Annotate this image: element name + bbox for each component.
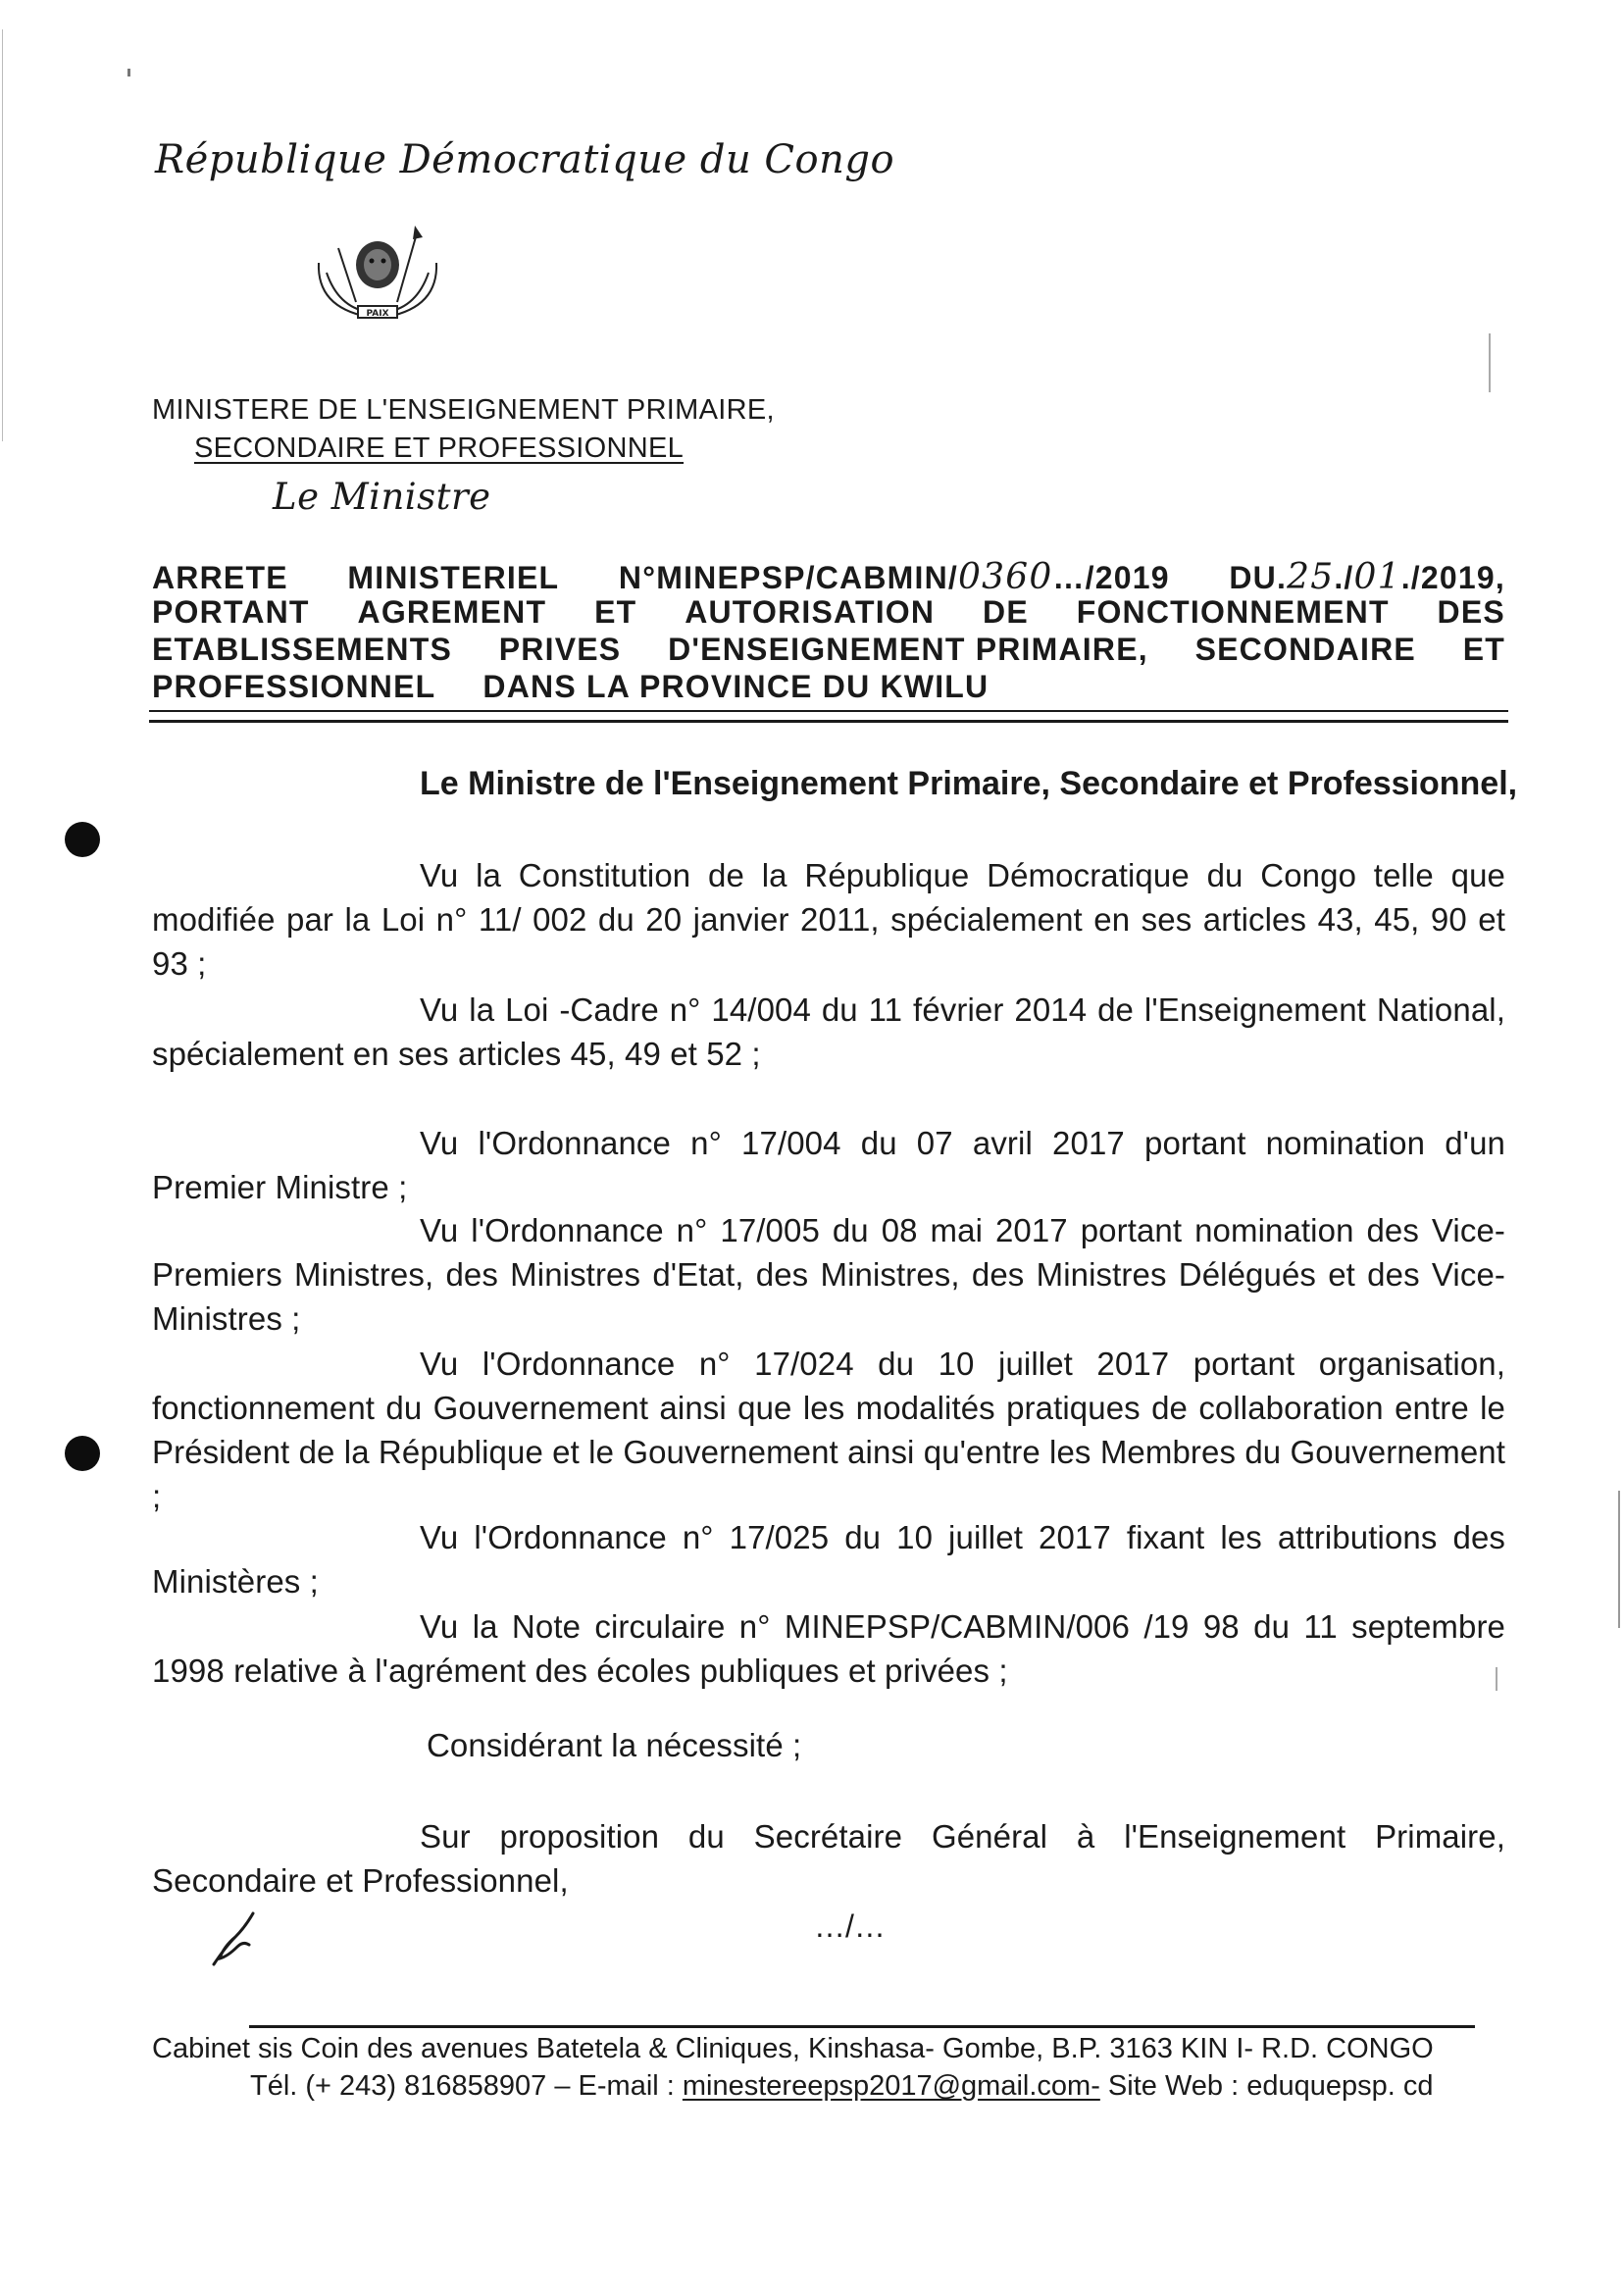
paragraph-ordonnance-17-005: Vu l'Ordonnance n° 17/005 du 08 mai 2017 portant nomination des Vice-Premiers Ministres, des Ministres d'Etat, des Ministres, des Ministres Délégués et des Vice-Ministres ; bbox=[152, 1212, 1505, 1337]
title-word: AUTORISATION bbox=[685, 594, 936, 630]
title-double-rule bbox=[149, 710, 1508, 723]
title-word: DE bbox=[983, 594, 1029, 630]
title-word: MINISTERIEL bbox=[347, 560, 560, 595]
scan-edge bbox=[2, 29, 3, 441]
scan-speck bbox=[1489, 333, 1491, 392]
paragraph-ordonnance-17-024: Vu l'Ordonnance n° 17/024 du 10 juillet 2017 portant organisation, fonctionnement du Gouvernement ainsi que les modalités pratiques de collaboration entre le Président de la République et le Gouvernement ainsi qu'entre les Membres du Gouvernement ; bbox=[152, 1346, 1505, 1514]
handwritten-day: 25 bbox=[1287, 557, 1335, 597]
decree-title bbox=[152, 557, 1505, 706]
footer-website: Site Web : eduquepsp. cd bbox=[1099, 2070, 1434, 2102]
paragraph-constitution: Vu la Constitution de la République Démocratique du Congo telle que modifiée par la Loi n° 11/ 002 du 20 janvier 2011, spécialement en ses articles 43, 45, 90 et 93 ; bbox=[152, 857, 1505, 982]
punch-hole bbox=[65, 1436, 100, 1471]
scan-speck bbox=[1496, 1667, 1497, 1691]
emblem-banner-text: PAIX bbox=[366, 309, 389, 319]
title-line-2 bbox=[152, 594, 1505, 632]
title-word: AGREMENT bbox=[357, 594, 547, 630]
title-line-4 bbox=[152, 669, 1505, 706]
footer-telephone: Tél. (+ 243) 816858907 – E-mail : bbox=[250, 2070, 683, 2102]
handwritten-number: 0360 bbox=[958, 557, 1053, 597]
title-word: DANS LA PROVINCE DU KWILU bbox=[482, 669, 990, 704]
title-word: ARRETE bbox=[152, 560, 288, 595]
paragraph-ordonnance-17-004: Vu l'Ordonnance n° 17/004 du 07 avril 2017 portant nomination d'un Premier Ministre ; bbox=[152, 1125, 1505, 1205]
scan-speck bbox=[127, 69, 130, 76]
republic-heading: République Démocratique du Congo bbox=[155, 137, 895, 182]
footer-address: Cabinet sis Coin des avenues Batetela & Cliniques, Kinshasa- Gombe, B.P. 3163 KIN I- R.D. CONGO bbox=[152, 2033, 1434, 2064]
decree-date: DU.25./01./2019, bbox=[1229, 557, 1505, 597]
le-ministre-title: Le Ministre bbox=[273, 476, 491, 518]
minister-heading: Le Ministre de l'Enseignement Primaire, Secondaire et Professionnel, bbox=[420, 765, 1518, 802]
title-word: SECONDAIRE bbox=[1194, 632, 1416, 667]
title-word: PRIVES bbox=[498, 632, 622, 667]
title-word: D'ENSEIGNEMENT PRIMAIRE, bbox=[668, 632, 1148, 667]
title-line-3 bbox=[152, 632, 1505, 669]
decree-number: N°MINEPSP/CABMIN/0360…/2019 bbox=[618, 557, 1170, 597]
title-word: ETABLISSEMENTS bbox=[152, 632, 453, 667]
title-word: DES bbox=[1437, 594, 1505, 630]
paragraph-note-circulaire: Vu la Note circulaire n° MINEPSP/CABMIN/006 /19 98 du 11 septembre 1998 relative à l'agrément des écoles publiques et privées ; bbox=[152, 1608, 1505, 1689]
scan-edge bbox=[1618, 1491, 1620, 1628]
footer-contact bbox=[250, 2070, 1434, 2103]
continuation-marker: …/… bbox=[814, 1908, 886, 1944]
handwritten-initials bbox=[206, 1907, 275, 1971]
paragraph-considerant: Considérant la nécessité ; bbox=[427, 1727, 802, 1763]
punch-hole bbox=[65, 822, 100, 857]
title-word: PORTANT bbox=[152, 594, 310, 630]
coat-of-arms-emblem bbox=[299, 224, 456, 331]
paragraph-loi-cadre: Vu la Loi -Cadre n° 14/004 du 11 février 2014 de l'Enseignement National, spécialement en ses articles 45, 49 et 52 ; bbox=[152, 991, 1505, 1072]
paragraph-ordonnance-17-025: Vu l'Ordonnance n° 17/025 du 10 juillet 2017 fixant les attributions des Ministères ; bbox=[152, 1519, 1505, 1600]
paragraph-sur-proposition: Sur proposition du Secrétaire Général à l'Enseignement Primaire, Secondaire et Professionnel, bbox=[152, 1818, 1505, 1899]
title-word: PROFESSIONNEL bbox=[152, 669, 436, 704]
handwritten-month: 01 bbox=[1353, 557, 1401, 597]
title-word: FONCTIONNEMENT bbox=[1076, 594, 1390, 630]
title-word: ET bbox=[1462, 632, 1505, 667]
footer-email-link[interactable]: minestereepsp2017@gmail.com- bbox=[682, 2070, 1100, 2102]
ministry-name-line2: SECONDAIRE ET PROFESSIONNEL bbox=[194, 432, 685, 464]
title-line-1 bbox=[152, 557, 1505, 597]
ministry-name-line1: MINISTERE DE L'ENSEIGNEMENT PRIMAIRE, bbox=[152, 394, 775, 426]
title-word: ET bbox=[594, 594, 637, 630]
footer-rule bbox=[249, 2025, 1475, 2028]
